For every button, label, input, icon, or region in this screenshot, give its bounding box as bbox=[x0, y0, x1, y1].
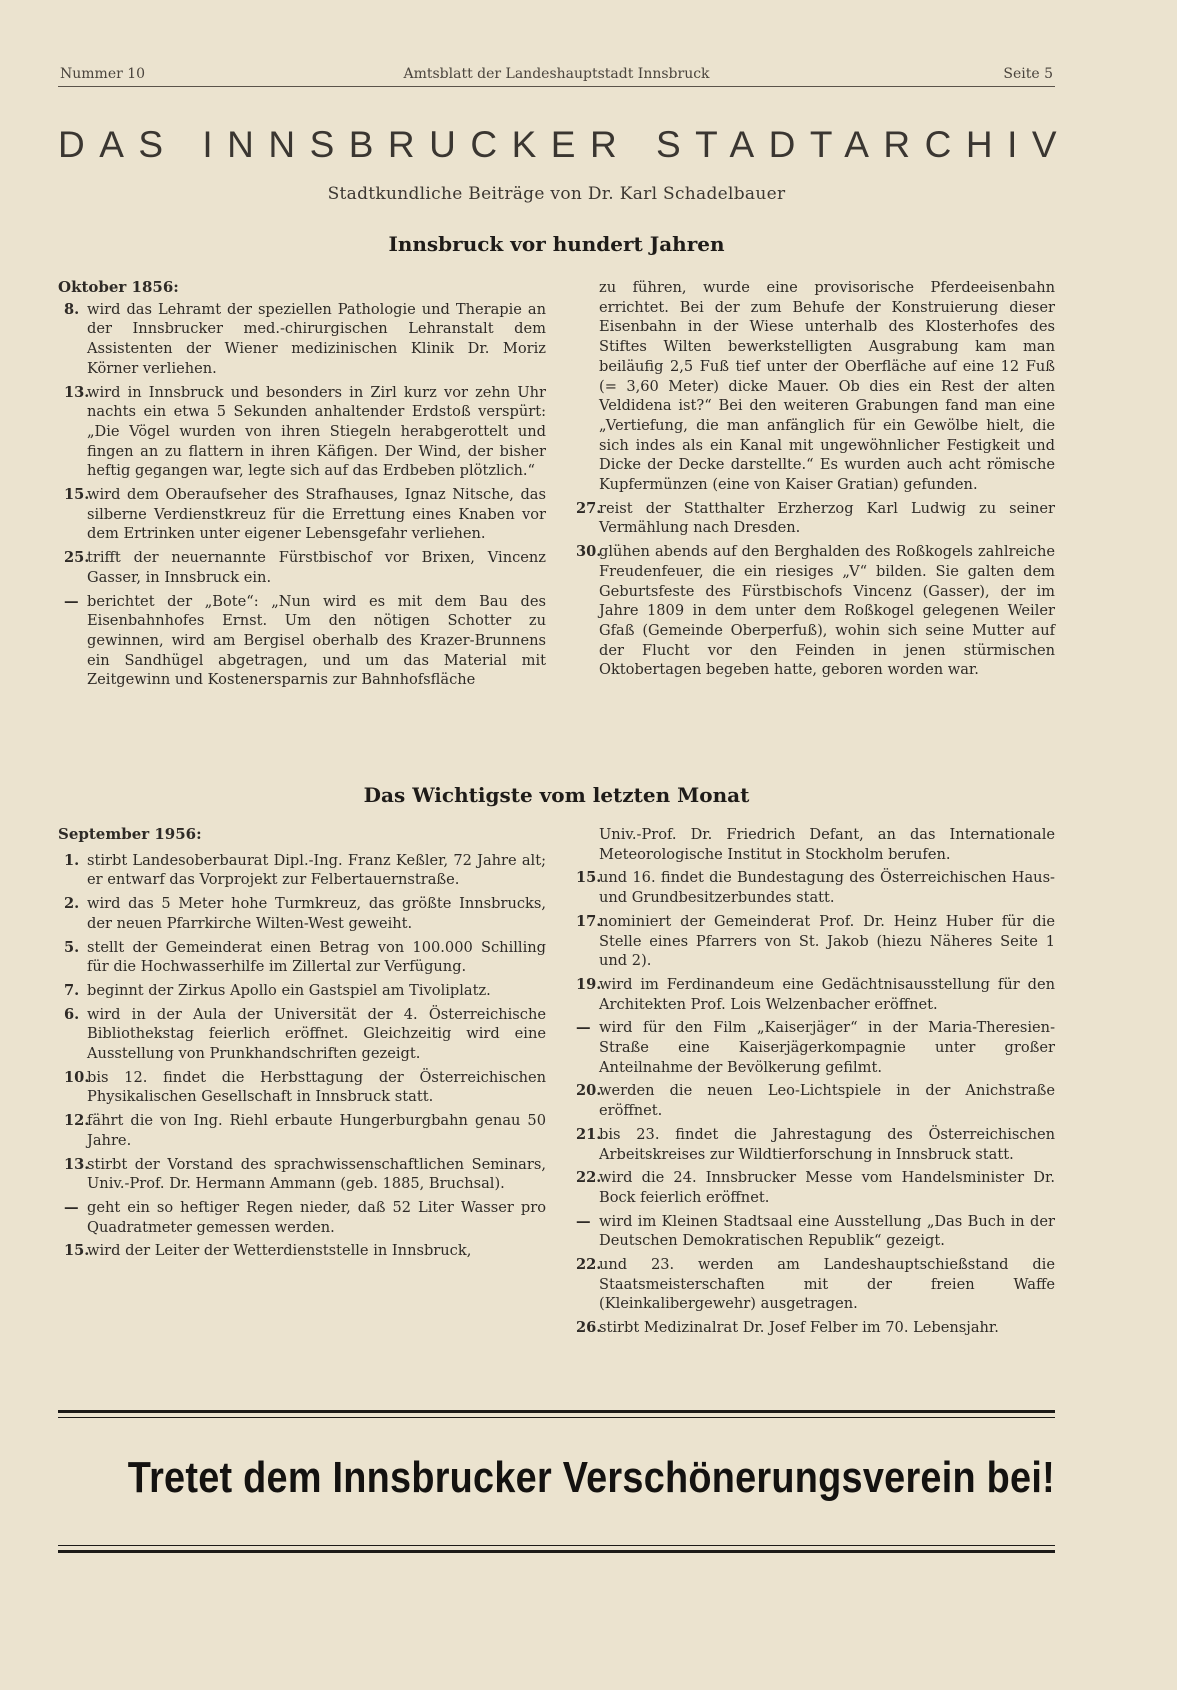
entry-text: wird in Innsbruck und besonders in Zirl kurz vor zehn Uhr nachts ein etwa 5 Sekunden anhaltender Erdstoß verspürt: „Die Vögel wurden von ihren Stiegeln herabgerottelt und fingen an zu flattern in ihren Käfigen. Der Wind, der bisher heftig gegangen war, legte sich auf das Erdbeben plötzlich.“ bbox=[87, 383, 546, 480]
entry-text: werden die neuen Leo-Lichtspiele in der Anichstraße eröffnet. bbox=[599, 1082, 1055, 1120]
list-item bbox=[58, 1068, 546, 1107]
list-item bbox=[570, 1255, 1055, 1314]
entry-text: beginnt der Zirkus Apollo ein Gastspiel am Tivoliplatz. bbox=[87, 981, 491, 999]
entry-date: 20. bbox=[576, 1082, 602, 1100]
list-item bbox=[570, 975, 1055, 1014]
section-heading-last-month: Das Wichtigste vom letzten Monat bbox=[363, 783, 750, 807]
list-item bbox=[570, 1018, 1055, 1077]
entry-text: zu führen, wurde eine provisorische Pferdeeisenbahn errichtet. Bei der zum Behufe der Konstruierung dieser Eisenbahn in der Wiese unterhalb des Klosterhofes des Stiftes Wilten bewerkstelligten Ausgrabung kam man beiläufig 2,5 Fuß tief unter der Oberfläche auf eine 12 Fuß (= 3,60 Meter) dicke Mauer. Ob dies ein Rest der alten Veldidena ist?“ Bei den weiteren Grabungen fand man eine „Vertiefung, die man anfänglich für ein Gewölbe hielt, die sich indes als ein Kanal mit ungewöhnlicher Festigkeit und Dicke der Decke darstellte.“ Es wurden auch acht römische Kupfermünzen (eine von Kaiser Gratian) gefunden. bbox=[599, 279, 1055, 494]
entry-text: trifft der neuernannte Fürstbischof vor Brixen, Vincenz Gasser, in Innsbruck ein. bbox=[87, 549, 546, 586]
list-item bbox=[58, 300, 546, 379]
entry-date: 7. bbox=[64, 981, 80, 999]
list-item bbox=[58, 938, 546, 977]
entry-date: 8. bbox=[64, 300, 80, 318]
entry-text: wird dem Oberaufseher des Strafhauses, Ignaz Nitsche, das silberne Verdienstkreuz für die Errettung eines Knaben vor dem Ertrinken unter eigener Lebensgefahr verliehen. bbox=[87, 486, 546, 543]
entry-text: und 23. werden am Landeshauptschießstand die Staatsmeisterschaften mit der freien Waffe (Kleinkalibergewehr) ausgetragen. bbox=[599, 1256, 1055, 1313]
entry-text: berichtet der „Bote“: „Nun wird es mit dem Bau des Eisenbahnhofes Ernst. Um den nötigen Schotter zu gewinnen, wird am Bergisel oberhalb des Krazer-Brunnens ein Sandhügel abgetragen, und um das Material mit Zeitgewinn und Kostenersparnis zur Bahnhofsfläche bbox=[87, 592, 546, 689]
entry-text: stirbt Landesoberbaurat Dipl.-Ing. Franz Keßler, 72 Jahre alt; er entwarf das Vorprojekt zur Felbertauernstraße. bbox=[87, 851, 546, 889]
list-item bbox=[570, 1081, 1055, 1120]
list-item bbox=[570, 868, 1055, 907]
entry-list bbox=[58, 851, 546, 1261]
list-item bbox=[570, 1212, 1055, 1251]
entry-date: 22. bbox=[576, 1169, 602, 1187]
entry-date: 10. bbox=[64, 1068, 90, 1086]
entry-date: 1. bbox=[64, 851, 80, 869]
entry-text: stellt der Gemeinderat einen Betrag von 100.000 Schilling für die Hochwasserhilfe im Zillertal zur Verfügung. bbox=[87, 938, 546, 976]
slogan-banner: Tretet dem Innsbrucker Verschönerungsverein bei! bbox=[127, 1453, 1055, 1502]
month-heading: September 1956: bbox=[58, 825, 202, 843]
entry-text: fährt die von Ing. Riehl erbaute Hungerburgbahn genau 50 Jahre. bbox=[87, 1112, 546, 1149]
entry-date: 6. bbox=[64, 1005, 80, 1023]
entry-date: 15. bbox=[64, 486, 90, 504]
list-item bbox=[58, 485, 546, 544]
entry-text: wird im Kleinen Stadtsaal eine Ausstellung „Das Buch in der Deutschen Demokratischen Republik“ gezeigt. bbox=[599, 1212, 1055, 1250]
entry-date: 27. bbox=[576, 499, 602, 517]
entry-text: wird für den Film „Kaiserjäger“ in der Maria-Theresien-Straße eine Kaiserjägerkompagnie unter großer Anteilnahme der Bevölkerung gefilmt. bbox=[599, 1019, 1055, 1076]
entry-text: wird das Lehramt der speziellen Pathologie und Therapie an der Innsbrucker med.-chirurgischen Lehranstalt dem Assistenten der Wiener medizinischen Klinik Dr. Moriz Körner verliehen. bbox=[87, 300, 546, 377]
list-item bbox=[570, 278, 1055, 495]
running-header bbox=[58, 64, 1055, 87]
entry-text: nominiert der Gemeinderat Prof. Dr. Heinz Huber für die Stelle eines Pfarrers von St. Jakob (hiezu Näheres Seite 1 und 2). bbox=[599, 912, 1055, 970]
entry-date: 2. bbox=[64, 895, 80, 913]
entry-list bbox=[570, 825, 1055, 1338]
entry-date: 21. bbox=[576, 1125, 602, 1143]
page-title: DAS INNSBRUCKER STADTARCHIV bbox=[58, 124, 1072, 165]
entry-text: wird die 24. Innsbrucker Messe vom Handelsminister Dr. Bock feierlich eröffnet. bbox=[599, 1169, 1055, 1206]
list-item bbox=[58, 1198, 546, 1237]
entry-date: 25. bbox=[64, 549, 90, 567]
entry-date: 5. bbox=[64, 938, 80, 956]
list-item bbox=[570, 499, 1055, 538]
entry-text: glühen abends auf den Berghalden des Roßkogels zahlreiche Freudenfeuer, die ein riesiges „V“ bilden. Sie galten dem Geburtsfeste des Fürstbischofs Vincenz (Gasser), der im Jahre 1809 in dem unter dem Roßkogel gelegenen Weiler Gfaß (Gemeinde Oberperfuß), wohin sich seine Mutter auf der Flucht vor den Feinden in jenen stürmischen Oktobertagen begeben hatte, geboren worden war. bbox=[599, 543, 1055, 679]
entry-list bbox=[570, 278, 1055, 680]
issue-number: Nummer 10 bbox=[60, 66, 146, 82]
entry-text: stirbt der Vorstand des sprachwissenschaftlichen Seminars, Univ.-Prof. Dr. Hermann Ammann (geb. 1885, Bruchsal). bbox=[87, 1155, 546, 1193]
list-item bbox=[58, 894, 546, 933]
entry-date: 15. bbox=[576, 869, 602, 887]
divider-thick bbox=[58, 1550, 1055, 1553]
column-left-1 bbox=[58, 278, 546, 694]
entry-date: 17. bbox=[576, 912, 602, 930]
entry-date: 26. bbox=[576, 1319, 602, 1337]
divider-thin bbox=[58, 1417, 1055, 1418]
list-item bbox=[58, 1111, 546, 1150]
publication-name: Amtsblatt der Landeshauptstadt Innsbruck bbox=[403, 66, 710, 82]
entry-text: wird in der Aula der Universität der 4. Österreichische Bibliothekstag feierlich eröffnet. Gleichzeitig wird eine Ausstellung von Prunkhandschriften gezeigt. bbox=[87, 1005, 546, 1063]
entry-text: bis 23. findet die Jahrestagung des Österreichischen Arbeitskreises zur Wildtierforschung in Innsbruck statt. bbox=[599, 1125, 1055, 1163]
month-heading: Oktober 1856: bbox=[58, 278, 179, 296]
column-left-2 bbox=[58, 825, 546, 1265]
divider-thick bbox=[58, 1410, 1055, 1413]
list-item bbox=[570, 1318, 1055, 1338]
entry-date: — bbox=[576, 1019, 591, 1037]
entry-date: 13. bbox=[64, 1155, 90, 1173]
entry-date: 15. bbox=[64, 1242, 90, 1260]
column-right-1 bbox=[570, 278, 1055, 684]
list-item bbox=[570, 1168, 1055, 1207]
entry-list bbox=[58, 300, 546, 690]
list-item bbox=[58, 592, 546, 691]
section-heading-hundred-years: Innsbruck vor hundert Jahren bbox=[388, 232, 725, 256]
divider-thin bbox=[58, 1545, 1055, 1546]
page-number: Seite 5 bbox=[1003, 66, 1053, 82]
list-item bbox=[570, 1125, 1055, 1164]
column-right-2 bbox=[570, 825, 1055, 1342]
entry-date: 13. bbox=[64, 383, 90, 401]
entry-text: wird das 5 Meter hohe Turmkreuz, das größte Innsbrucks, der neuen Pfarrkirche Wilten-West geweiht. bbox=[87, 895, 546, 932]
entry-text: stirbt Medizinalrat Dr. Josef Felber im 70. Lebensjahr. bbox=[599, 1319, 999, 1337]
list-item bbox=[58, 383, 546, 482]
entry-date: — bbox=[64, 592, 79, 610]
entry-date: 12. bbox=[64, 1112, 90, 1130]
entry-text: bis 12. findet die Herbsttagung der Österreichischen Physikalischen Gesellschaft in Innsbruck statt. bbox=[87, 1068, 546, 1106]
entry-text: wird im Ferdinandeum eine Gedächtnisausstellung für den Architekten Prof. Lois Welzenbacher eröffnet. bbox=[599, 975, 1055, 1013]
list-item bbox=[58, 851, 546, 890]
entry-date: — bbox=[576, 1212, 591, 1230]
list-item bbox=[570, 825, 1055, 864]
entry-date: 19. bbox=[576, 975, 602, 993]
list-item bbox=[58, 548, 546, 587]
entry-text: Univ.-Prof. Dr. Friedrich Defant, an das Internationale Meteorologische Institut in Stockholm berufen. bbox=[599, 826, 1055, 863]
list-item bbox=[58, 1241, 546, 1261]
list-item bbox=[58, 981, 546, 1001]
entry-date: 30. bbox=[576, 543, 602, 561]
entry-date: — bbox=[64, 1198, 79, 1216]
list-item bbox=[570, 542, 1055, 680]
entry-text: und 16. findet die Bundestagung des Österreichischen Haus- und Grundbesitzerbundes statt. bbox=[599, 869, 1055, 907]
list-item bbox=[570, 912, 1055, 971]
entry-date: 22. bbox=[576, 1256, 602, 1274]
entry-text: wird der Leiter der Wetterdienststelle in Innsbruck, bbox=[87, 1242, 472, 1260]
list-item bbox=[58, 1005, 546, 1064]
entry-text: reist der Statthalter Erzherzog Karl Ludwig zu seiner Vermählung nach Dresden. bbox=[599, 499, 1055, 537]
list-item bbox=[58, 1155, 546, 1194]
subtitle: Stadtkundliche Beiträge von Dr. Karl Schadelbauer bbox=[327, 184, 786, 204]
entry-text: geht ein so heftiger Regen nieder, daß 52 Liter Wasser pro Quadratmeter gemessen werden. bbox=[87, 1198, 546, 1236]
